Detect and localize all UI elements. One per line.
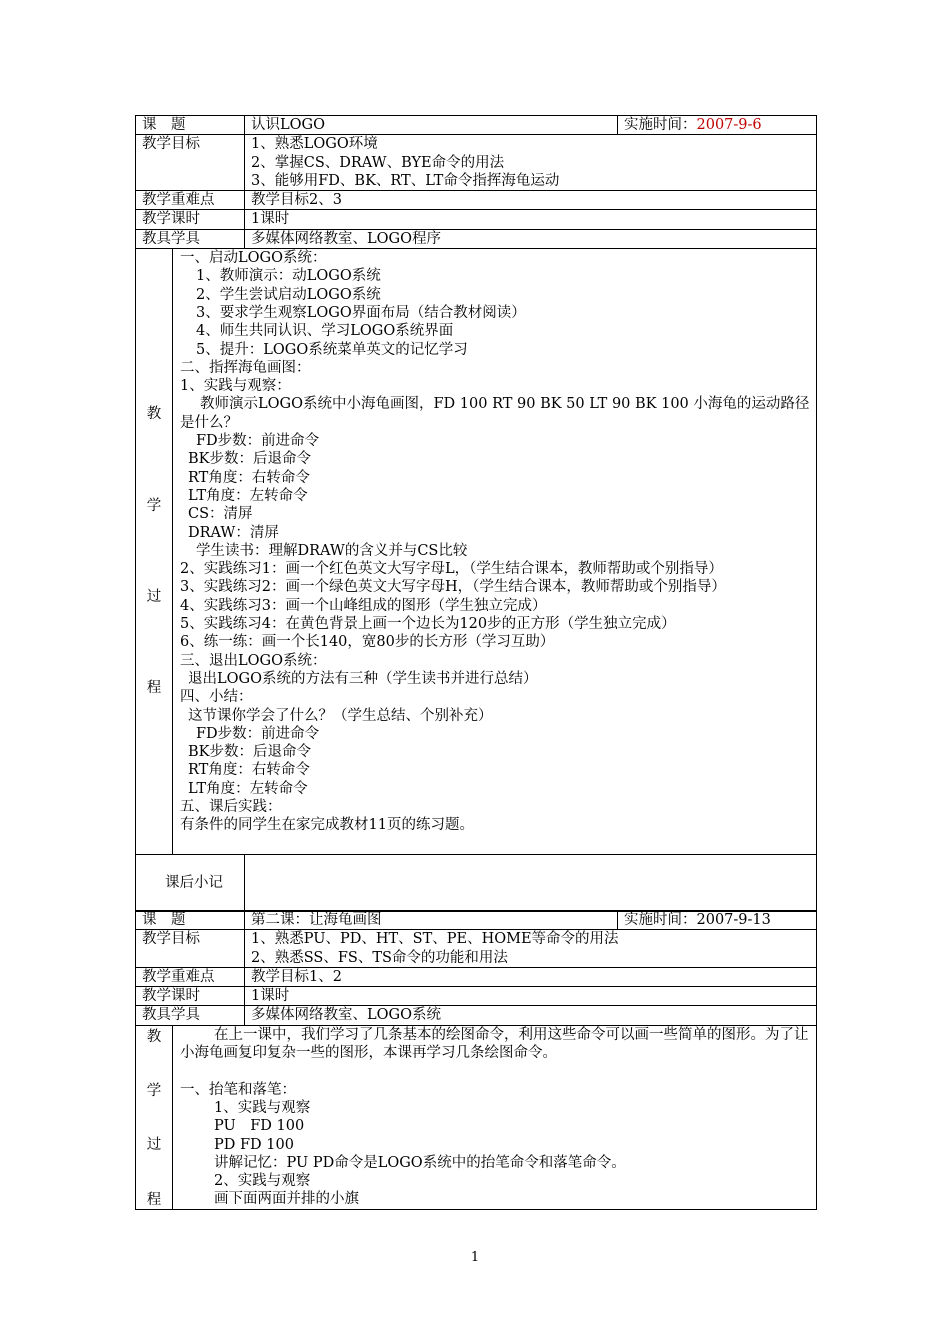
goals-list [245,135,817,191]
topic-label: 课 题 [136,116,245,135]
process-line: LT角度：左转命令 [188,487,308,504]
process-line: LT角度：左转命令 [188,780,308,797]
goals-list [245,930,817,968]
process-line: PD FD 100 [214,1136,294,1153]
process-lines [180,249,810,835]
process-line: 教师演示LOGO系统中小海龟画图，FD 100 RT 90 BK 50 LT 90 BK 100 小海龟的运动路径是什么？ [180,396,810,431]
process-label-char: 学 [146,1083,162,1100]
process-line: 1、教师演示：动LOGO系统 [196,268,381,285]
tools-label: 教具学具 [136,229,245,248]
lesson1-table [135,115,817,912]
date-value: 2007-9-13 [696,912,771,928]
difficulty-value: 教学目标1、2 [245,967,817,986]
process-line: 6、练一练：画一个长140，宽80步的长方形（学习互助） [180,634,555,651]
process-line: 四、小结： [180,689,253,706]
process-label-char: 学 [146,497,162,514]
notes-value [245,855,817,912]
process-line: PU FD 100 [214,1118,305,1135]
process-line: BK步数：后退命令 [188,744,311,761]
process-label [136,1025,173,1209]
process-label-char: 程 [146,680,162,697]
process-line: 二、指挥海龟画图： [180,359,311,376]
date-label: 实施时间： [624,117,697,133]
process-label-char: 教 [146,1028,162,1045]
process-label-char: 过 [146,1137,162,1154]
process-line: RT角度：右转命令 [188,469,310,486]
difficulty-label: 教学重难点 [136,191,245,210]
date-cell [618,911,817,930]
goal-item: 1、熟悉LOGO环境 [251,136,378,153]
lesson2-table [135,910,817,1210]
process-line: 2、学生尝试启动LOGO系统 [196,286,381,303]
goal-item: 1、熟悉PU、PD、HT、ST、PE、HOME等命令的用法 [251,931,619,948]
process-content [173,249,817,855]
goals-label: 教学目标 [136,930,245,968]
process-label-char: 过 [146,589,162,606]
process-line: 一、启动LOGO系统： [180,250,327,267]
process-line: 2、实践与观察 [214,1173,311,1190]
page-number: 1 [470,1250,480,1265]
hours-value: 1课时 [245,987,817,1006]
process-line: FD步数：前进命令 [196,433,320,450]
process-line: 五、课后实践： [180,798,282,815]
process-line: 这节课你学会了什么？（学生总结、个别补充） [188,707,493,724]
process-line: 讲解记忆：PU PD命令是LOGO系统中的抬笔命令和落笔命令。 [214,1154,626,1171]
process-line: CS：清屏 [188,506,253,523]
process-line: 4、师生共同认识、学习LOGO系统界面 [196,323,454,340]
goal-item: 2、熟悉SS、FS、TS命令的功能和用法 [251,949,508,966]
topic-value: 认识LOGO [245,116,618,135]
date-label: 实施时间： [624,912,697,928]
notes-label: 课后小记 [136,855,245,912]
process-line: 画下面两面并排的小旗 [214,1191,359,1208]
goal-item: 2、掌握CS、DRAW、BYE命令的用法 [251,154,505,171]
process-line: RT角度：右转命令 [188,762,310,779]
process-line: 学生读书：理解DRAW的含义并与CS比较 [196,542,468,559]
date-value: 2007-9-6 [696,117,762,133]
process-label [136,249,173,855]
hours-label: 教学课时 [136,987,245,1006]
topic-value: 第二课：让海龟画图 [245,911,618,930]
goal-item: 3、能够用FD、BK、RT、LT命令指挥海龟运动 [251,172,560,189]
process-line [180,1062,810,1080]
process-line: 3、实践练习2：画一个绿色英文大写字母H，（学生结合课本，教师帮助或个别指导） [180,579,726,596]
process-line: 一、抬笔和落笔： [180,1081,296,1098]
process-line: 4、实践练习3：画一个山峰组成的图形（学生独立完成） [180,597,547,614]
process-line: 1、实践与观察： [180,378,291,395]
difficulty-label: 教学重难点 [136,967,245,986]
topic-label: 课 题 [136,911,245,930]
hours-label: 教学课时 [136,210,245,229]
process-line: 3、要求学生观察LOGO界面布局（结合教材阅读） [196,304,526,321]
process-line: 2、实践练习1：画一个红色英文大写字母L，（学生结合课本，教师帮助或个别指导） [180,561,723,578]
hours-value: 1课时 [245,210,817,229]
tools-value: 多媒体网络教室、LOGO系统 [245,1006,817,1025]
process-lines [180,1026,810,1209]
goals-label: 教学目标 [136,135,245,191]
tools-value: 多媒体网络教室、LOGO程序 [245,229,817,248]
process-line: FD步数：前进命令 [196,725,320,742]
process-line: 5、实践练习4：在黄色背景上画一个边长为120步的正方形（学生独立完成） [180,616,676,633]
process-line: BK步数：后退命令 [188,451,311,468]
process-line: 退出LOGO系统的方法有三种（学生读书并进行总结） [188,670,538,687]
process-label-char: 教 [146,406,162,423]
process-line: 5、提升：LOGO系统菜单英文的记忆学习 [196,341,468,358]
process-label-char: 程 [146,1191,162,1208]
process-line: 三、退出LOGO系统： [180,652,327,669]
difficulty-value: 教学目标2、3 [245,191,817,210]
process-line: 1、实践与观察 [214,1099,311,1116]
process-line: 在上一课中，我们学习了几条基本的绘图命令，利用这些命令可以画一些简单的图形。为了让小海龟画复印复杂一些的图形，本课再学习几条绘图命令。 [180,1026,809,1062]
process-line: DRAW：清屏 [188,524,279,541]
process-line: 有条件的同学生在家完成教材11页的练习题。 [180,817,474,834]
process-content [173,1025,817,1209]
tools-label: 教具学具 [136,1006,245,1025]
date-cell [618,116,817,135]
